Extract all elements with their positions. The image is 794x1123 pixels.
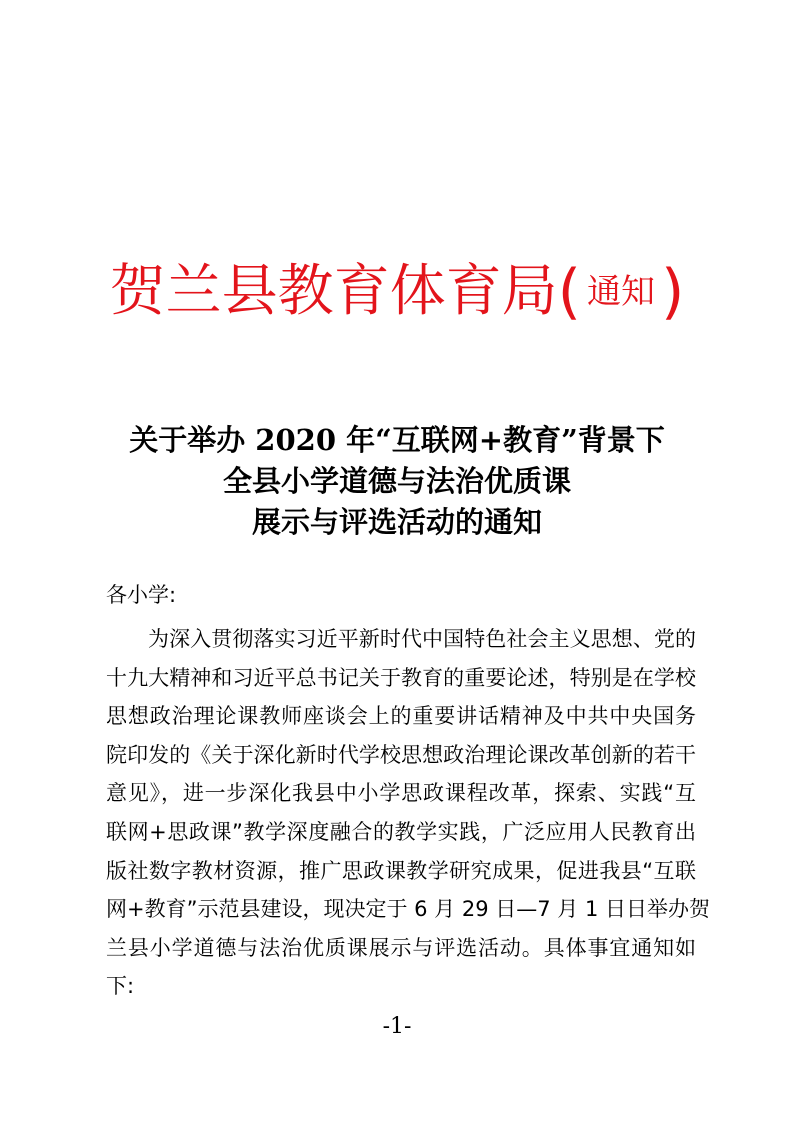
issuing-authority: 贺兰县教育体育局 — [109, 259, 558, 324]
red-header — [0, 257, 794, 327]
body-line: 兰县小学道德与法治优质课展示与评选活动。具体事宜通知如 — [106, 935, 696, 960]
body-line: 院印发的《关于深化新时代学校思想政治理论课改革创新的若干 — [106, 742, 696, 767]
body-line: 网+教育”示范县建设，现决定于 6 月 29 日—7 月 1 日日举办贺 — [106, 897, 711, 922]
body-line: 为深入贯彻落实习近平新时代中国特色社会主义思想、党的 — [148, 627, 696, 651]
body-paragraph — [106, 620, 711, 1006]
open-parenthesis: ( — [557, 257, 581, 327]
body-line: 联网+思政课”教学深度融合的教学实践，广泛应用人民教育出 — [106, 819, 696, 844]
close-parenthesis: ) — [661, 257, 685, 327]
title-line: 全县小学道德与法治优质课 — [222, 464, 571, 498]
body-line: 下: — [106, 974, 135, 999]
title-line: 关于举办 2020 年“互联网+教育”背景下 — [129, 423, 665, 457]
title-line: 展示与评选活动的通知 — [251, 505, 542, 539]
body-line: 思想政治理论课教师座谈会上的重要讲话精神及中共中央国务 — [106, 704, 696, 729]
body-line: 版社数字教材资源，推广思政课教学研究成果，促进我县“互联 — [106, 858, 696, 883]
document-type: 通知 — [587, 272, 655, 312]
document-title — [0, 420, 794, 543]
salutation: 各小学: — [106, 583, 177, 607]
body-line: 十九大精神和习近平总书记关于教育的重要论述，特别是在学校 — [106, 665, 696, 690]
page-number: -1- — [382, 1014, 412, 1039]
body-line: 意见》，进一步深化我县中小学思政课程改革，探索、实践“互 — [106, 781, 696, 806]
